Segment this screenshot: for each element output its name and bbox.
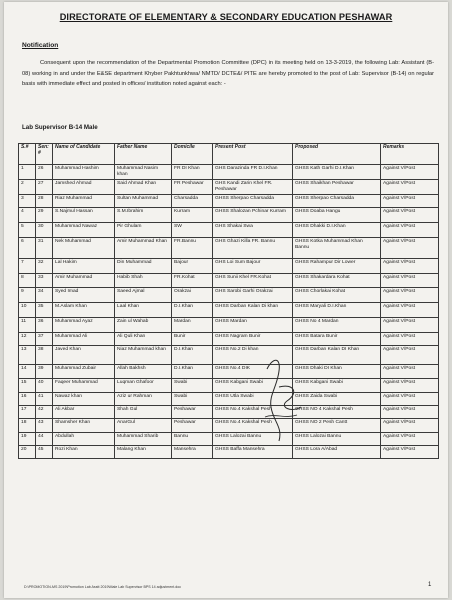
father-name-cell: Said Ahmad Khan: [115, 180, 172, 195]
candidate-name-cell: Amir Muhammad: [53, 274, 115, 288]
serial-number-cell: 19: [19, 433, 36, 446]
domicile-cell: D.I.Khan: [172, 346, 213, 365]
serial-number-cell: 8: [19, 274, 36, 288]
remarks-cell: Against V/Post: [381, 379, 439, 393]
serial-number-cell: 10: [19, 303, 36, 318]
table-header-row: [19, 144, 439, 165]
remarks-cell: Against V/Post: [381, 274, 439, 288]
paragraph-text: Consequent upon the recommendation of the Departmental Promotion Committee (DPC) in its meeting held on 13-3-2019, the following Lab: Assistant (B-08) working in and under the E&SE department Khyber Pakhtunkhwa/ NMTD/ DCTE&/ PITE are hereby promoted to the post of Lab: Supervisor (B-14) on regular basis with immediate effect and posted in offices/ institution noted against each: -: [22, 60, 434, 88]
father-name-cell: Muhammad Sharib: [115, 433, 172, 446]
father-name-cell: Amir Muhammad Khan: [115, 238, 172, 259]
table-row: [19, 433, 439, 446]
candidate-name-cell: Syed Imad: [53, 288, 115, 303]
table-row: [19, 406, 439, 419]
father-name-cell: Ali Quli Khan: [115, 333, 172, 346]
present-post-cell: GHSS Sherpao Charsadda: [213, 195, 293, 208]
table-row: [19, 180, 439, 195]
father-name-cell: Habib Shah: [115, 274, 172, 288]
present-post-cell: GHSS No.2 Di khan: [213, 346, 293, 365]
proposed-post-cell: GHSS Lora A/Abad: [293, 446, 381, 459]
present-post-cell: GHSS Nagram Bunir: [213, 333, 293, 346]
present-post-cell: GHS Sunii Khel FR.Kohat: [213, 274, 293, 288]
father-name-cell: Pir Ghulam: [115, 223, 172, 238]
candidate-name-cell: Rozi Khan: [53, 446, 115, 459]
seniority-number-cell: 43: [36, 419, 53, 433]
serial-number-cell: 14: [19, 365, 36, 379]
candidate-name-cell: Nawaz khan: [53, 393, 115, 406]
column-header: Father Name: [115, 144, 172, 165]
father-name-cell: AnarGul: [115, 419, 172, 433]
father-name-cell: Muhammad Nasim khan: [115, 165, 172, 180]
table-row: [19, 288, 439, 303]
present-post-cell: GHSS Darban Kalan Di khan: [213, 303, 293, 318]
table-row: [19, 303, 439, 318]
candidate-name-cell: S.Najmul Hassan: [53, 208, 115, 223]
handwritten-signature: [239, 347, 329, 457]
present-post-cell: GHSS No.4 Kakshal Pesh: [213, 406, 293, 419]
remarks-cell: Against V/Post: [381, 288, 439, 303]
candidate-name-cell: Riaz Muhammad: [53, 195, 115, 208]
serial-number-cell: 13: [19, 346, 36, 365]
column-header: Present Post: [213, 144, 293, 165]
domicile-cell: FR DI Khan: [172, 165, 213, 180]
domicile-cell: D.I.Khan: [172, 303, 213, 318]
present-post-cell: GHSS Kabgani Swabi: [213, 379, 293, 393]
proposed-post-cell: GHSS Chorlakai Kohat: [293, 288, 381, 303]
seniority-number-cell: 30: [36, 223, 53, 238]
proposed-post-cell: GHSS Dhaki DI Khan: [293, 365, 381, 379]
proposed-post-cell: GHSS Kath Garhi D.I.Khan: [293, 165, 381, 180]
present-post-cell: GHSS No.4 DIK: [213, 365, 293, 379]
serial-number-cell: 20: [19, 446, 36, 459]
present-post-cell: GHS Darazinda FR D.I.Khan: [213, 165, 293, 180]
proposed-post-cell: GHSS Shaikhan Peshawar: [293, 180, 381, 195]
present-post-cell: GHS Ghazi Killa FR. Bannu: [213, 238, 293, 259]
column-header: Name of Candidate: [53, 144, 115, 165]
seniority-number-cell: 33: [36, 274, 53, 288]
candidate-name-cell: Jamshed Ahmad: [53, 180, 115, 195]
column-header: Remarks: [381, 144, 439, 165]
table-row: [19, 365, 439, 379]
domicile-cell: Orakzai: [172, 288, 213, 303]
father-name-cell: Allah Bakhsh: [115, 365, 172, 379]
candidate-name-cell: Muhammad Ayaz: [53, 318, 115, 333]
father-name-cell: Niaz Muhammad khan: [115, 346, 172, 365]
table-body: [19, 165, 439, 459]
proposed-post-cell: GHSS Lalozai Bannu: [293, 433, 381, 446]
seniority-number-cell: 32: [36, 259, 53, 274]
column-header: Sen: #: [36, 144, 53, 165]
domicile-cell: Charsadda: [172, 195, 213, 208]
table-row: [19, 238, 439, 259]
serial-number-cell: 7: [19, 259, 36, 274]
domicile-cell: FR.Bannu: [172, 238, 213, 259]
father-name-cell: Laal Khan: [115, 303, 172, 318]
serial-number-cell: 15: [19, 379, 36, 393]
document-page: [4, 2, 448, 598]
serial-number-cell: 3: [19, 195, 36, 208]
remarks-cell: Against V/Post: [381, 303, 439, 318]
remarks-cell: Against V/Post: [381, 433, 439, 446]
present-post-cell: GHSS No.4 Kakshal Pesh: [213, 419, 293, 433]
proposed-post-cell: GHSS No 4 Mardan: [293, 318, 381, 333]
remarks-cell: Against V/Post: [381, 259, 439, 274]
domicile-cell: Mansehra: [172, 446, 213, 459]
remarks-cell: Against V/Post: [381, 180, 439, 195]
serial-number-cell: 2: [19, 180, 36, 195]
proposed-post-cell: GHSS Sherpao Charsadda: [293, 195, 381, 208]
section-title: Lab Supervisor B-14 Male: [22, 124, 98, 131]
father-name-cell: Luqman Ghafoor: [115, 379, 172, 393]
domicile-cell: Peshawar: [172, 406, 213, 419]
present-post-cell: GHS Kandi Zarin Khel FR. Peshawar: [213, 180, 293, 195]
domicile-cell: Swabi: [172, 393, 213, 406]
proposed-post-cell: GHSS Maryali D.I.Khan: [293, 303, 381, 318]
domicile-cell: SW: [172, 223, 213, 238]
remarks-cell: Against V/Post: [381, 365, 439, 379]
father-name-cell: Din Muhammad: [115, 259, 172, 274]
seniority-number-cell: 44: [36, 433, 53, 446]
column-header: S.#: [19, 144, 36, 165]
domicile-cell: FR Peshawar: [172, 180, 213, 195]
candidate-name-cell: Nek Muhammad: [53, 238, 115, 259]
remarks-cell: Against V/Post: [381, 208, 439, 223]
candidate-name-cell: Muhammad Zubair: [53, 365, 115, 379]
remarks-cell: Against V/Post: [381, 223, 439, 238]
domicile-cell: FR.Kohat: [172, 274, 213, 288]
candidate-name-cell: M.Aslam Khan: [53, 303, 115, 318]
serial-number-cell: 5: [19, 223, 36, 238]
present-post-cell: GHSS Lalozai Bannu: [213, 433, 293, 446]
table-row: [19, 259, 439, 274]
seniority-number-cell: 35: [36, 303, 53, 318]
seniority-number-cell: 38: [36, 346, 53, 365]
seniority-number-cell: 42: [36, 406, 53, 419]
seniority-number-cell: 45: [36, 446, 53, 459]
remarks-cell: Against V/Post: [381, 238, 439, 259]
father-name-cell: Malang Khan: [115, 446, 172, 459]
remarks-cell: Against V/Post: [381, 346, 439, 365]
column-header: Proposed: [293, 144, 381, 165]
table-row: [19, 379, 439, 393]
serial-number-cell: 4: [19, 208, 36, 223]
domicile-cell: Bannu: [172, 433, 213, 446]
proposed-post-cell: GHSS NO 2 Pesh Cantt: [293, 419, 381, 433]
father-name-cell: S.M.Ibrahim: [115, 208, 172, 223]
serial-number-cell: 12: [19, 333, 36, 346]
seniority-number-cell: 37: [36, 333, 53, 346]
serial-number-cell: 17: [19, 406, 36, 419]
father-name-cell: Zain ul Wahab: [115, 318, 172, 333]
candidate-name-cell: Muhammad Hashim: [53, 165, 115, 180]
table-row: [19, 195, 439, 208]
proposed-post-cell: GHSS Dhakki D.I.Khan: [293, 223, 381, 238]
table-row: [19, 165, 439, 180]
seniority-number-cell: 31: [36, 238, 53, 259]
domicile-cell: D.I.Khan: [172, 365, 213, 379]
seniority-number-cell: 41: [36, 393, 53, 406]
domicile-cell: Peshawar: [172, 419, 213, 433]
candidate-name-cell: Faqeer Muhammad: [53, 379, 115, 393]
present-post-cell: GHS Loi Sum Bajour: [213, 259, 293, 274]
seniority-number-cell: 36: [36, 318, 53, 333]
table-row: [19, 393, 439, 406]
column-header: Domicile: [172, 144, 213, 165]
remarks-cell: Against V/Post: [381, 195, 439, 208]
seniority-number-cell: 28: [36, 195, 53, 208]
present-post-cell: GHSS Shalozan Pchinar Kurram: [213, 208, 293, 223]
proposed-post-cell: GHSS Batara Bunir: [293, 333, 381, 346]
document-title: DIRECTORATE OF ELEMENTARY & SECONDARY EDUCATION PESHAWAR: [59, 12, 393, 22]
table-row: [19, 208, 439, 223]
present-post-cell: GHSS Utla Swabi: [213, 393, 293, 406]
proposed-post-cell: GHSS Doaba Hangu: [293, 208, 381, 223]
remarks-cell: Against V/Post: [381, 406, 439, 419]
present-post-cell: GHSS Mardan: [213, 318, 293, 333]
remarks-cell: Against V/Post: [381, 333, 439, 346]
proposed-post-cell: GHSS Rahampur Dir Lower: [293, 259, 381, 274]
remarks-cell: Against V/Post: [381, 165, 439, 180]
candidate-name-cell: Muhammad Ali: [53, 333, 115, 346]
father-name-cell: Shah Gul: [115, 406, 172, 419]
remarks-cell: Against V/Post: [381, 393, 439, 406]
seniority-number-cell: 34: [36, 288, 53, 303]
table-row: [19, 318, 439, 333]
candidate-name-cell: Muhammad Nawaz: [53, 223, 115, 238]
father-name-cell: Saeed Ajmal: [115, 288, 172, 303]
footer-file-path: D:\PROMOTION-MS 2019\Promotion Lab Asstt 2019\Male Lab Supervisor BPS 14 adjustment.doc: [24, 585, 181, 589]
proposed-post-cell: GHSS Darban Kalan DI Khan: [293, 346, 381, 365]
serial-number-cell: 11: [19, 318, 36, 333]
proposed-post-cell: GHSS NO 4 Kakshal Pesh: [293, 406, 381, 419]
table-row: [19, 223, 439, 238]
proposed-post-cell: GHSS Zaida Swabi: [293, 393, 381, 406]
candidate-name-cell: Lal Hakim: [53, 259, 115, 274]
remarks-cell: Against V/Post: [381, 419, 439, 433]
table-row: [19, 274, 439, 288]
remarks-cell: Against V/Post: [381, 446, 439, 459]
serial-number-cell: 16: [19, 393, 36, 406]
domicile-cell: Kurram: [172, 208, 213, 223]
serial-number-cell: 1: [19, 165, 36, 180]
serial-number-cell: 9: [19, 288, 36, 303]
table-row: [19, 446, 439, 459]
table-row: [19, 419, 439, 433]
domicile-cell: Bajour: [172, 259, 213, 274]
proposed-post-cell: GHSS Shakardara Kohat: [293, 274, 381, 288]
table-row: [19, 333, 439, 346]
present-post-cell: GHSS Baffa Mansehra: [213, 446, 293, 459]
notification-heading: Notification: [22, 42, 59, 49]
domicile-cell: Mardan: [172, 318, 213, 333]
serial-number-cell: 18: [19, 419, 36, 433]
candidate-name-cell: Javed Khan: [53, 346, 115, 365]
domicile-cell: Swabi: [172, 379, 213, 393]
remarks-cell: Against V/Post: [381, 318, 439, 333]
seniority-number-cell: 29: [36, 208, 53, 223]
proposed-post-cell: GHSS Kabgani Swabi: [293, 379, 381, 393]
father-name-cell: Aziz ur Rahman: [115, 393, 172, 406]
seniority-number-cell: 26: [36, 165, 53, 180]
candidate-name-cell: Ali Akbar: [53, 406, 115, 419]
domicile-cell: Bunir: [172, 333, 213, 346]
page-number: 1: [428, 582, 432, 588]
proposed-post-cell: GHSS Kotka Muhammad Khan Bannu: [293, 238, 381, 259]
table-row: [19, 346, 439, 365]
present-post-cell: GHS Sarobi Garhi Orakzai: [213, 288, 293, 303]
serial-number-cell: 6: [19, 238, 36, 259]
notification-paragraph: [22, 58, 434, 90]
candidate-name-cell: Shamsher Khan: [53, 419, 115, 433]
promotion-table: [18, 143, 439, 459]
seniority-number-cell: 27: [36, 180, 53, 195]
candidate-name-cell: Abdullah: [53, 433, 115, 446]
seniority-number-cell: 40: [36, 379, 53, 393]
present-post-cell: GHS Shakai Swa: [213, 223, 293, 238]
seniority-number-cell: 39: [36, 365, 53, 379]
father-name-cell: Sultan Muhammad: [115, 195, 172, 208]
